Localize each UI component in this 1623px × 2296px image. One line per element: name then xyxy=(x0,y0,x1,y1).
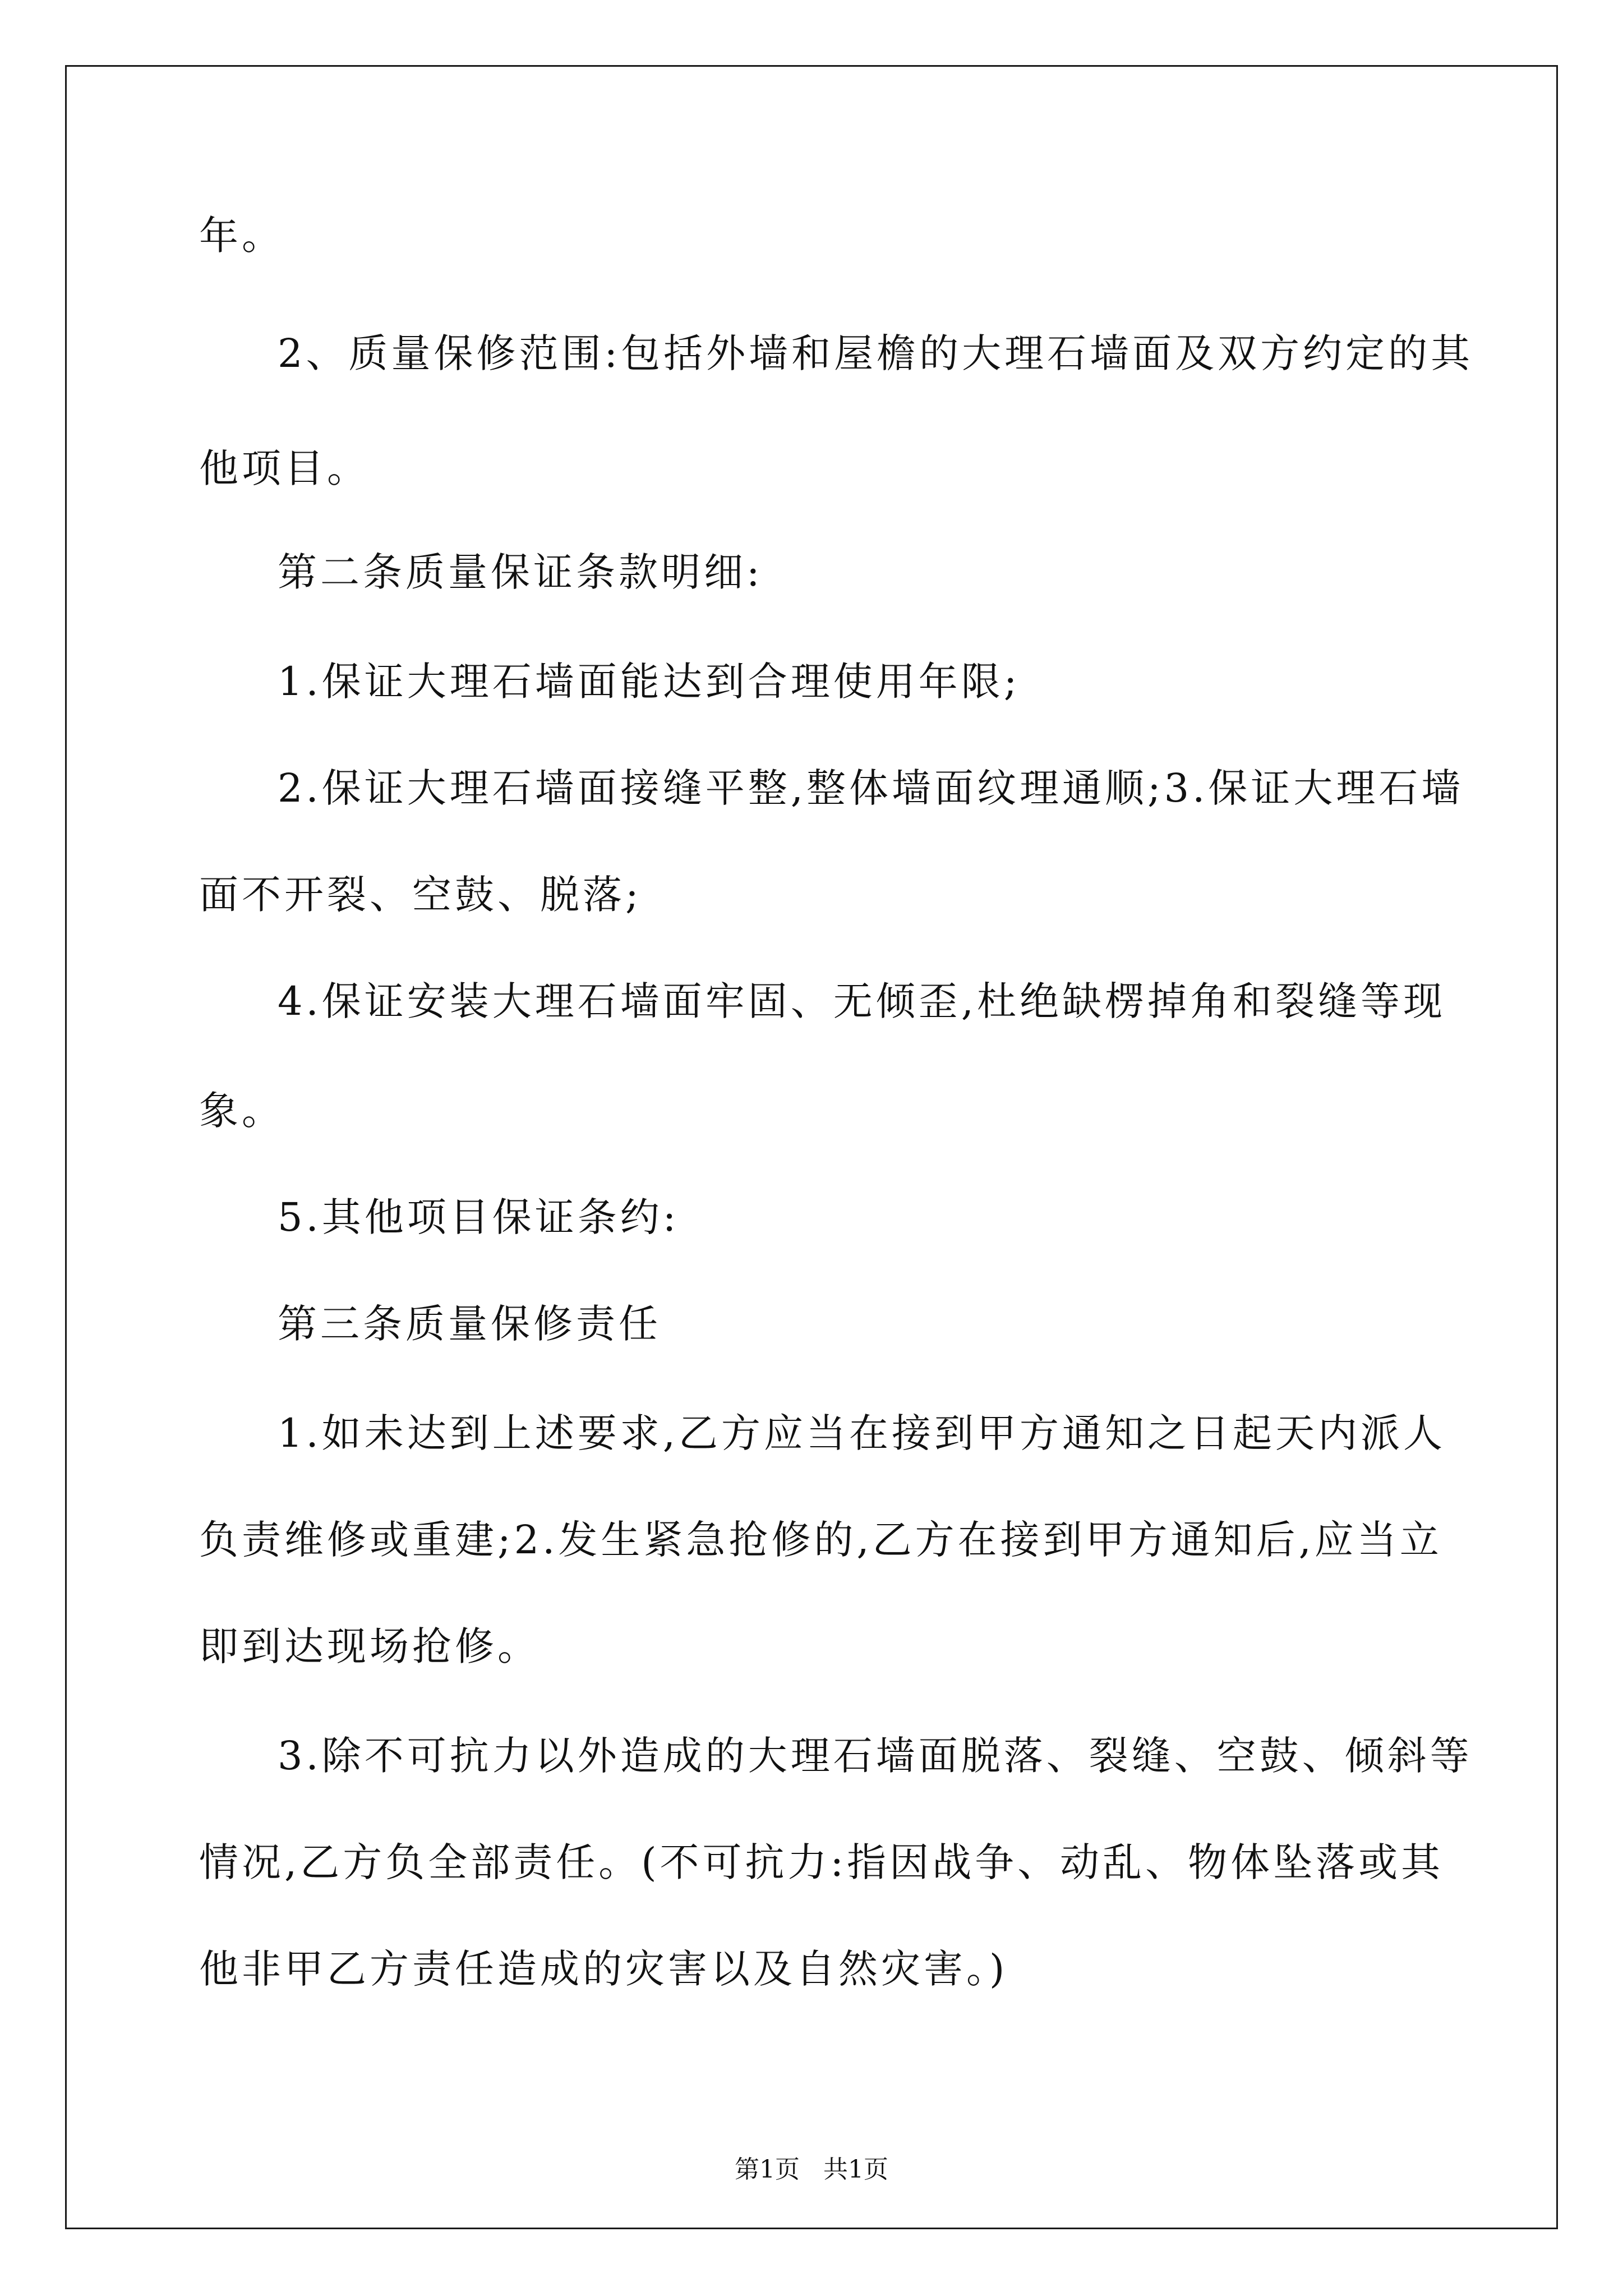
text-line: 5.其他项目保证条约: xyxy=(278,1194,680,1240)
text-line: 情况,乙方负全部责任。(不可抗力:指因战争、动乱、物体坠落或其 xyxy=(199,1839,1444,1885)
text-line: 他项目。 xyxy=(199,445,370,491)
text-line: 他非甲乙方责任造成的灾害以及自然灾害。) xyxy=(199,1946,1008,1992)
text-line: 第二条质量保证条款明细: xyxy=(278,549,763,595)
text-line: 2、质量保修范围:包括外墙和屋檐的大理石墙面及双方约定的其 xyxy=(278,330,1474,376)
text-line: 负责维修或重建;2.发生紧急抢修的,乙方在接到甲方通知后,应当立 xyxy=(199,1517,1442,1563)
text-line: 面不开裂、空鼓、脱落; xyxy=(199,872,642,918)
text-line: 即到达现场抢修。 xyxy=(199,1623,540,1669)
text-line: 第三条质量保修责任 xyxy=(278,1301,661,1347)
text-line: 1.保证大理石墙面能达到合理使用年限; xyxy=(278,659,1021,705)
text-line: 3.除不可抗力以外造成的大理石墙面脱落、裂缝、空鼓、倾斜等 xyxy=(278,1733,1473,1779)
text-line: 4.保证安装大理石墙面牢固、无倾歪,杜绝缺楞掉角和裂缝等现 xyxy=(278,978,1446,1024)
text-line: 2.保证大理石墙面接缝平整,整体墙面纹理通顺;3.保证大理石墙 xyxy=(278,765,1464,811)
text-line: 1.如未达到上述要求,乙方应当在接到甲方通知之日起天内派人 xyxy=(278,1410,1446,1456)
text-line: 年。 xyxy=(199,213,284,259)
page-footer: 第1页 共1页 xyxy=(735,2155,888,2184)
text-line: 象。 xyxy=(199,1088,284,1134)
